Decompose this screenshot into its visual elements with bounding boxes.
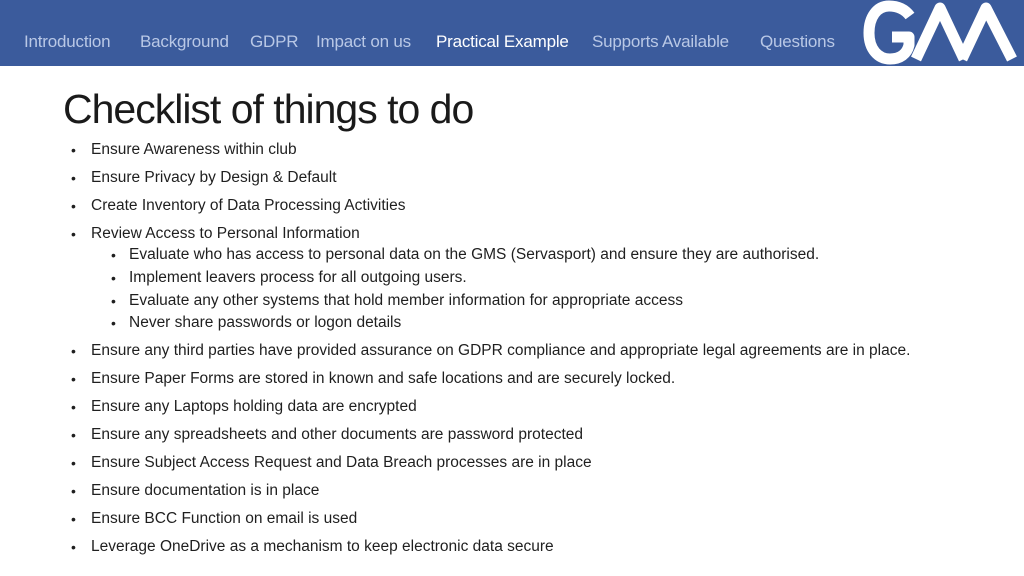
list-item: [0, 449, 1000, 477]
nav-item-introduction[interactable]: Introduction: [24, 32, 111, 51]
list-item-text: Ensure BCC Function on email is used: [91, 510, 358, 528]
nav-item-questions[interactable]: Questions: [760, 32, 835, 51]
list-item: [0, 192, 1000, 220]
top-nav-bar: [0, 0, 1024, 66]
section-nav: [0, 0, 860, 66]
list-item-text: Ensure Subject Access Request and Data Breach processes are in place: [91, 454, 592, 472]
list-item-text: Create Inventory of Data Processing Activities: [91, 197, 406, 214]
list-item-text: Ensure any Laptops holding data are encrypted: [91, 398, 417, 416]
list-item: [0, 220, 1000, 335]
nav-item-supports-available[interactable]: Supports Available: [592, 32, 729, 51]
checklist: [0, 136, 1000, 561]
list-item: [0, 337, 1000, 365]
list-item-text: Ensure Privacy by Design & Default: [91, 169, 337, 186]
list-item: [0, 505, 1000, 533]
list-item-text: Ensure Paper Forms are stored in known and safe locations and are securely locked.: [91, 370, 676, 388]
sub-list-item-text: Evaluate any other systems that hold member information for appropriate access: [129, 291, 683, 309]
page-title: Checklist of things to do: [63, 86, 474, 132]
list-item-text: Leverage OneDrive as a mechanism to keep electronic data secure: [91, 538, 554, 556]
sub-list-item-text: Evaluate who has access to personal data on the GMS (Servasport) and ensure they are authorised.: [129, 246, 820, 263]
list-item-text: Ensure any spreadsheets and other documents are password protected: [91, 426, 583, 444]
list-item: [0, 136, 1000, 164]
sub-list-item-text: Implement leavers process for all outgoing users.: [129, 268, 467, 286]
list-item-text: Ensure Awareness within club: [91, 141, 297, 158]
list-item-text: Review Access to Personal Information: [91, 225, 360, 242]
gaa-logo: [862, 0, 1024, 66]
list-item: [0, 365, 1000, 393]
list-item: [0, 421, 1000, 449]
sub-list-item: [91, 290, 1000, 313]
sub-list-item: [91, 267, 1000, 290]
sub-list-item: [91, 312, 1000, 335]
sub-checklist: [91, 244, 1000, 335]
nav-item-gdpr[interactable]: GDPR: [250, 32, 299, 51]
list-item: [0, 533, 1000, 561]
list-item-text: Ensure any third parties have provided assurance on GDPR compliance and appropriate legal agreements are in place.: [91, 342, 911, 360]
list-item: [0, 393, 1000, 421]
nav-item-practical-example[interactable]: Practical Example: [436, 32, 569, 51]
nav-item-impact-on-us[interactable]: Impact on us: [316, 32, 411, 51]
list-item-text: Ensure documentation is in place: [91, 482, 320, 500]
nav-item-background[interactable]: Background: [140, 32, 229, 51]
sub-list-item-text: Never share passwords or logon details: [129, 314, 402, 332]
sub-list-item: [91, 244, 1000, 267]
list-item: [0, 477, 1000, 505]
list-item: [0, 164, 1000, 192]
